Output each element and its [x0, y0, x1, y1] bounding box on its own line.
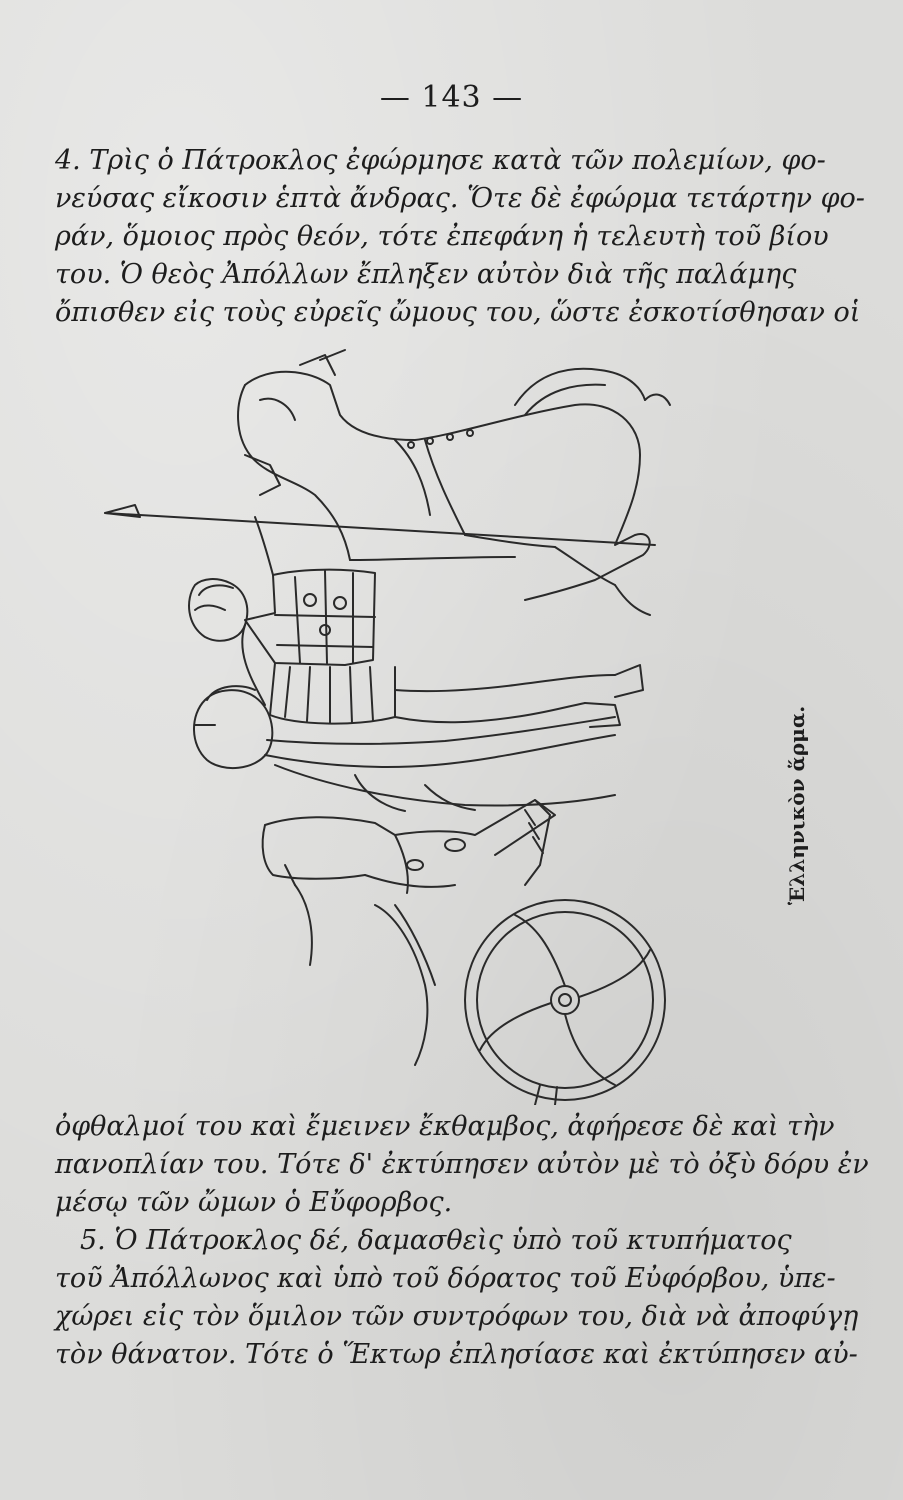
figure-caption: Ἑλληνικὸν ἅρμα.	[785, 705, 809, 905]
text-line: ὀφθαλμοί του καὶ ἔμεινεν ἔκθαμβος, ἀφήρεσε δὲ καὶ τὴν	[55, 1111, 835, 1142]
text-line: 5. Ὁ Πάτροκλος δέ, δαμασθεὶς ὑπὸ τοῦ κτυπήματος	[80, 1225, 792, 1256]
text-line: του. Ὁ θεὸς Ἀπόλλων ἔπληξεν αὐτὸν διὰ τῆς παλάμης	[55, 259, 797, 290]
text-line: τοῦ Ἀπόλλωνος καὶ ὑπὸ τοῦ δόρατος τοῦ Εὐφόρβου, ὑπε-	[55, 1263, 836, 1294]
horse-drawing	[238, 350, 670, 615]
text-line: χώρει εἰς τὸν ὅμιλον τῶν συντρόφων του, διὰ νὰ ἀποφύγῃ	[55, 1301, 859, 1332]
text-line: ὄπισθεν εἰς τοὺς εὐρεῖς ὤμους του, ὥστε ἐσκοτίσθησαν οἱ	[55, 297, 861, 328]
text-line: ράν, ὅμοιος πρὸς θεόν, τότε ἐπεφάνη ἡ τελευτὴ τοῦ βίου	[55, 221, 829, 252]
text-line: 4. Τρὶς ὁ Πάτροκλος ἐφώρμησε κατὰ τῶν πολεμίων, φο-	[55, 145, 826, 176]
paragraph-4-end	[55, 1108, 869, 1374]
chariot-illustration	[95, 345, 815, 1105]
text-line: μέσῳ τῶν ὤμων ὁ Εὔφορβος.	[55, 1187, 453, 1218]
chariot-drawing	[263, 800, 665, 1105]
spear-drawing	[105, 505, 655, 545]
text-line: πανοπλίαν του. Τότε δ' ἐκτύπησεν αὐτὸν μὲ τὸ ὀξὺ δόρυ ἐν	[55, 1149, 869, 1180]
charioteer-drawing	[194, 686, 615, 811]
text-line: νεύσας εἴκοσιν ἑπτὰ ἄνδρας. Ὅτε δὲ ἐφώρμα τετάρτην φο-	[55, 183, 865, 214]
paragraph-4-start	[55, 142, 865, 332]
warrior-drawing	[189, 517, 643, 727]
text-line: τὸν θάνατον. Τότε ὁ Ἕκτωρ ἐπλησίασε καὶ ἐκτύπησεν αὐ-	[55, 1339, 858, 1370]
page-number: — 143 —	[379, 80, 524, 115]
